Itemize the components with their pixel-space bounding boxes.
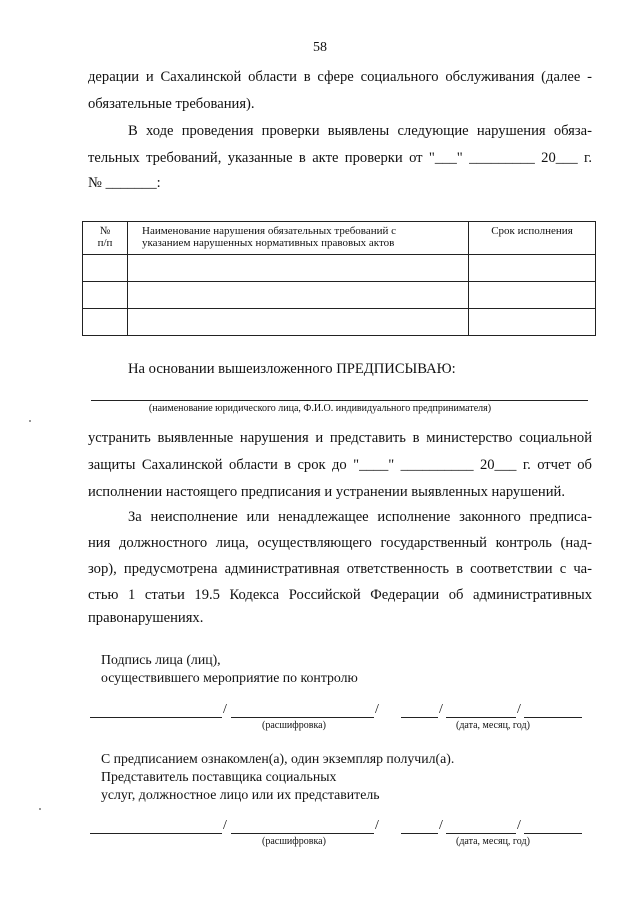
header-violation-line-2: указанием нарушенных нормативных правовых актов [142, 237, 395, 249]
order-caption: (наименование юридического лица, Ф.И.О. индивидуального предпринимателя) [148, 403, 492, 414]
table-row [83, 309, 596, 336]
cell-num [83, 255, 128, 282]
date-caption: (дата, месяц, год) [456, 720, 530, 731]
date-day-line[interactable] [401, 833, 438, 834]
violations-table [82, 221, 596, 336]
separator: / [439, 702, 443, 717]
date-month-line[interactable] [446, 717, 516, 718]
intro-line-2: обязательные требования). [88, 96, 255, 112]
header-num-line-1: № [99, 225, 111, 237]
ack-line-2: Представитель поставщика социальных [101, 769, 337, 784]
cell-num [83, 282, 128, 309]
date-day-line[interactable] [401, 717, 438, 718]
instruction-line-1: устранить выявленные нарушения и представить в министерство социальной [88, 430, 592, 446]
order-name-line [91, 400, 588, 401]
decode-caption: (расшифровка) [262, 720, 326, 731]
findings-line-1: В ходе проведения проверки выявлены следующие нарушения обяза- [128, 123, 592, 139]
liability-line-1: За неисполнение или ненадлежащее исполнение законного предписа- [128, 509, 592, 525]
cell-num [83, 309, 128, 336]
header-violation [128, 222, 469, 255]
cell-deadline [469, 309, 596, 336]
ack-line-3: услуг, должностное лицо или их представитель [101, 787, 380, 802]
date-year-line[interactable] [524, 833, 582, 834]
liability-line-3: зор), предусмотрена административная ответственность в соответствии с ча- [88, 561, 592, 577]
signature-line[interactable] [90, 833, 222, 834]
intro-line-1: дерации и Сахалинской области в сфере социального обслуживания (далее - [88, 69, 592, 85]
decode-line[interactable] [231, 717, 374, 718]
instruction-line-3: исполнении настоящего предписания и устранении выявленных нарушений. [88, 484, 566, 500]
separator: / [439, 818, 443, 833]
signature-line[interactable] [90, 717, 222, 718]
liability-line-2: ния должностного лица, осуществляющего государственный контроль (над- [88, 535, 592, 551]
order-line: На основании вышеизложенного ПРЕДПИСЫВАЮ: [128, 361, 456, 377]
separator: / [223, 702, 227, 717]
cell-deadline [469, 282, 596, 309]
cell-violation [128, 309, 469, 336]
liability-line-4: стью 1 статьи 19.5 Кодекса Российской Федерации об административных [88, 587, 592, 603]
scan-speck [39, 808, 41, 810]
table-row [83, 255, 596, 282]
separator: / [517, 818, 521, 833]
table-header-row [83, 222, 596, 255]
page-number: 58 [313, 40, 327, 55]
separator: / [375, 818, 379, 833]
findings-line-2: тельных требований, указанные в акте проверки от "___" _________ 20___ г. [88, 150, 592, 166]
liability-line-5: правонарушениях. [88, 610, 204, 626]
cell-violation [128, 282, 469, 309]
header-violation-line-1: Наименование нарушения обязательных требований с [142, 225, 397, 237]
cell-violation [128, 255, 469, 282]
instruction-line-2: защиты Сахалинской области в срок до "____" __________ 20___ г. отчет об [88, 457, 592, 473]
table-row [83, 282, 596, 309]
cell-deadline [469, 255, 596, 282]
decode-line[interactable] [231, 833, 374, 834]
scan-speck [29, 420, 31, 422]
separator: / [375, 702, 379, 717]
separator: / [223, 818, 227, 833]
signature1-label-2: осуществившего мероприятие по контролю [101, 670, 358, 685]
decode-caption: (расшифровка) [262, 836, 326, 847]
header-num [83, 222, 128, 255]
signature1-label-1: Подпись лица (лиц), [101, 652, 221, 667]
header-num-line-2: п/п [97, 237, 113, 249]
findings-line-3: № _______: [88, 175, 161, 191]
separator: / [517, 702, 521, 717]
header-deadline: Срок исполнения [469, 222, 596, 255]
date-caption: (дата, месяц, год) [456, 836, 530, 847]
date-year-line[interactable] [524, 717, 582, 718]
date-month-line[interactable] [446, 833, 516, 834]
ack-line-1: С предписанием ознакомлен(а), один экземпляр получил(а). [101, 751, 455, 766]
